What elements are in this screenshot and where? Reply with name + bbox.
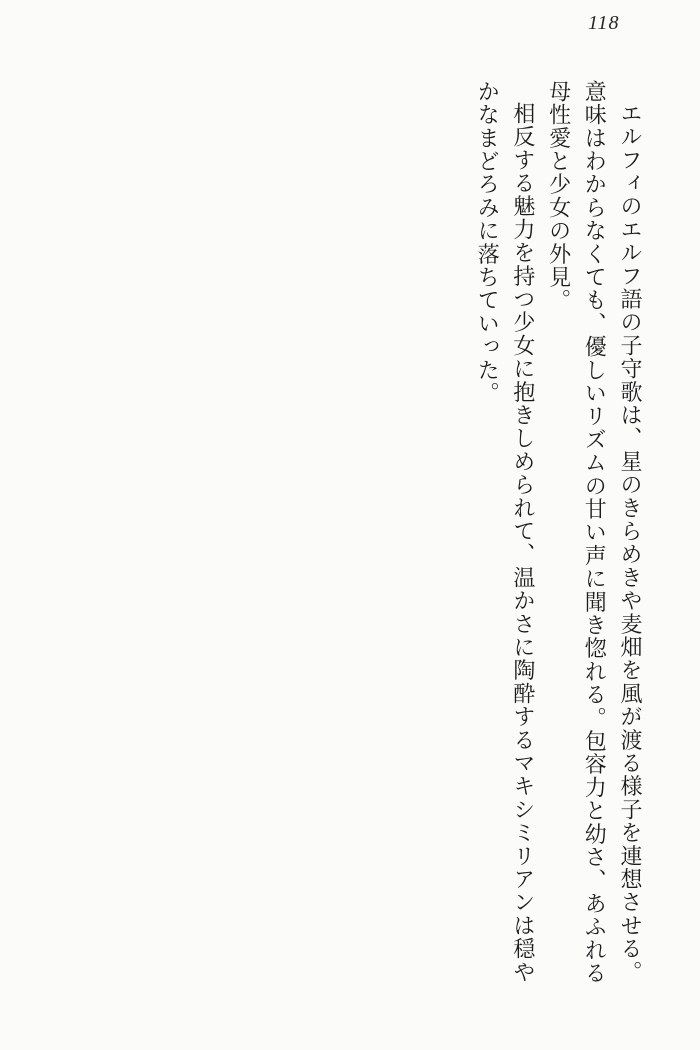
paragraph-maximilian: 相反する魅力を持つ少女に抱きしめられて、温かさに陶酔するマキシミリアンは穏やかなまどろみに落ちていった。 [475,80,536,984]
paragraph-lullaby: エルフィのエルフ語の子守歌は、星のきらめきや麦畑を風が渡る様子を連想させる。意味はわからなくても、優しいリズムの甘い声に聞き惚れる。包容力と幼さ、あふれる母性愛と少女の外見。 [546,80,643,985]
page-number: 118 [588,12,620,34]
body-text [469,80,648,985]
